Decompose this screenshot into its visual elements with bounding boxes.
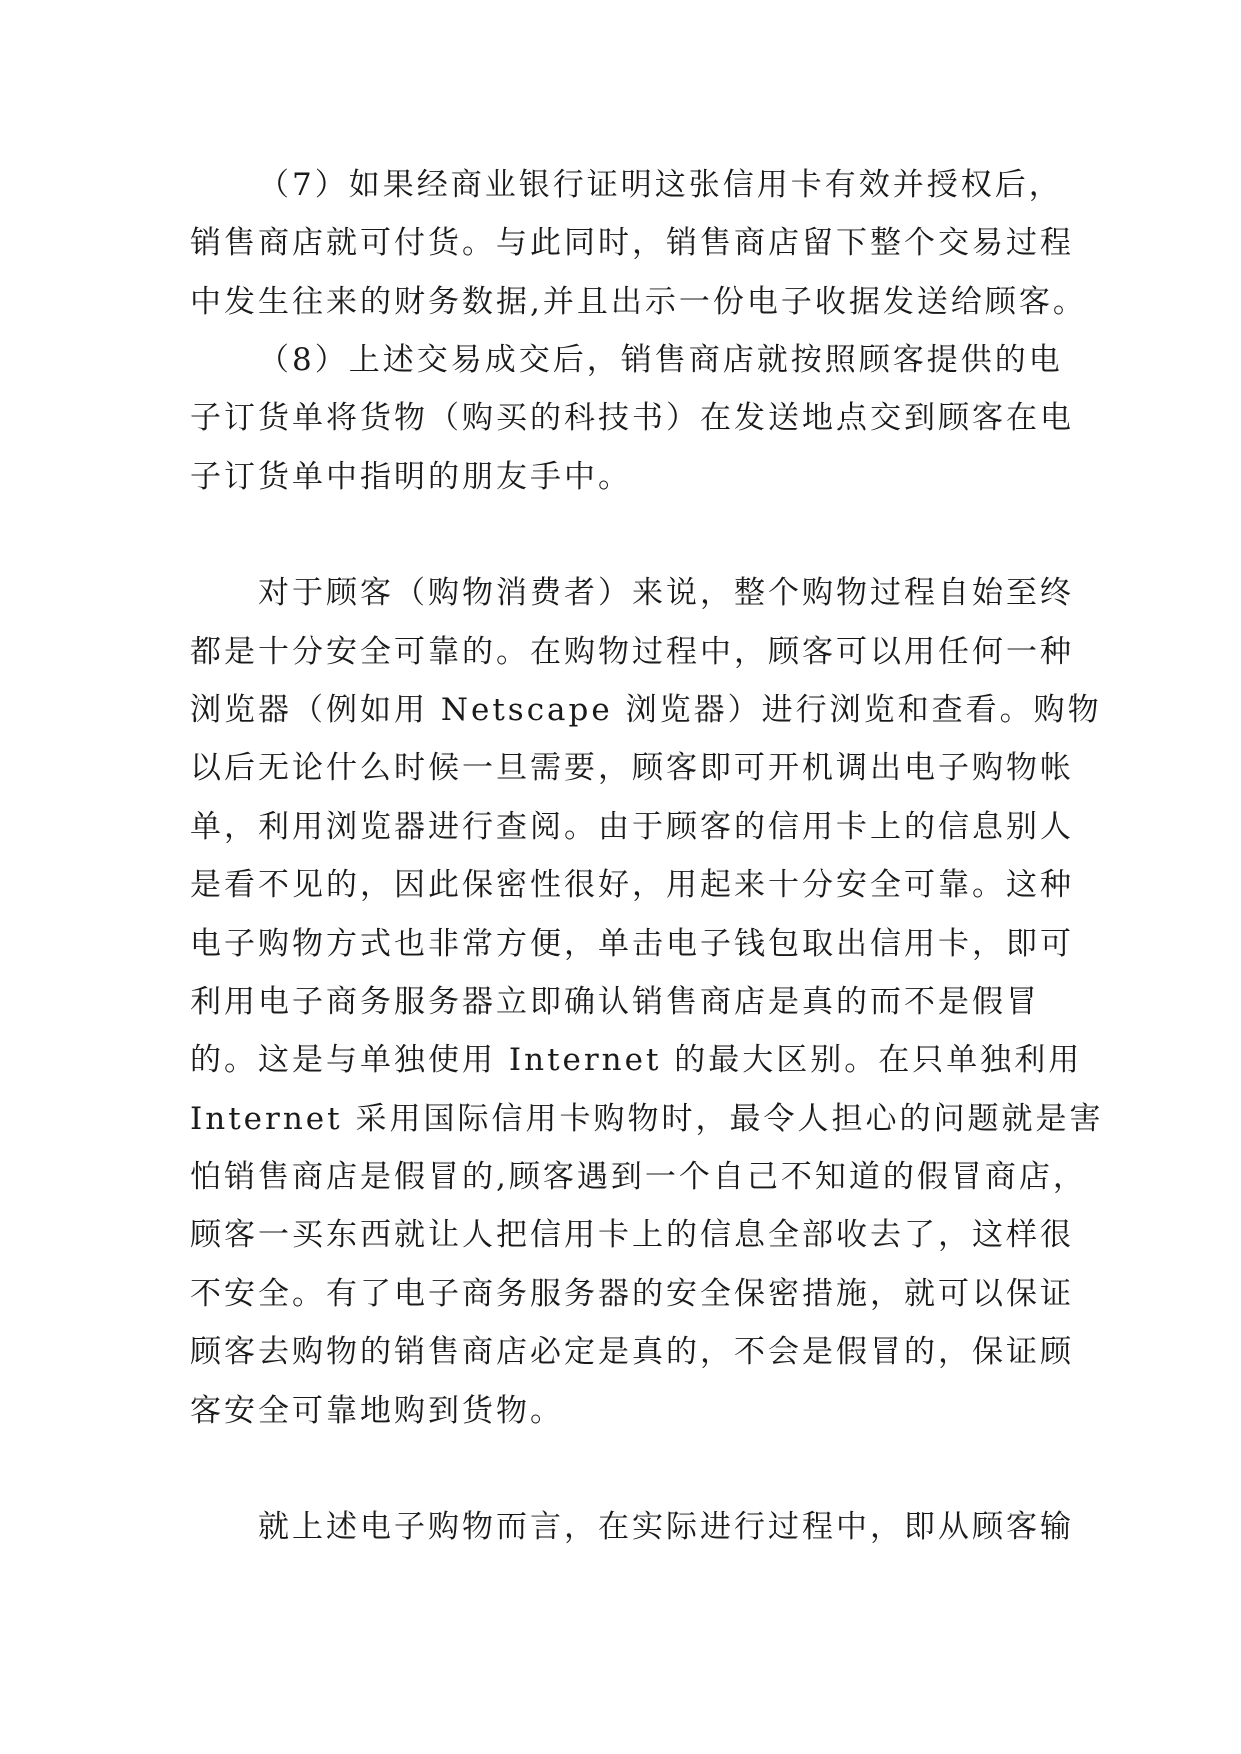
paragraph-8-line-2: 子订货单将货物（购买的科技书）在发送地点交到顾客在电 [190,400,1074,436]
paragraph-2-line-10: Internet 采用国际信用卡购物时，最令人担心的问题就是害 [190,1101,1104,1137]
paragraph-2-line-11: 怕销售商店是假冒的,顾客遇到一个自己不知道的假冒商店， [190,1159,1087,1195]
paragraph-2-line-3: 浏览器（例如用 Netscape 浏览器）进行浏览和查看。购物 [190,692,1102,728]
paragraph-2-line-1: 对于顾客（购物消费者）来说，整个购物过程自始至终 [258,575,1074,611]
paragraph-2-line-13: 不安全。有了电子商务服务器的安全保密措施，就可以保证 [190,1276,1074,1312]
paragraph-2-line-12: 顾客一买东西就让人把信用卡上的信息全部收去了，这样很 [190,1217,1074,1253]
paragraph-2-line-6: 是看不见的，因此保密性很好，用起来十分安全可靠。这种 [190,867,1074,903]
paragraph-2-line-15: 客安全可靠地购到货物。 [190,1393,564,1429]
paragraph-2-line-8: 利用电子商务服务器立即确认销售商店是真的而不是假冒 [190,984,1040,1020]
paragraph-2-line-14: 顾客去购物的销售商店必定是真的，不会是假冒的，保证顾 [190,1334,1074,1370]
paragraph-2-line-5: 单，利用浏览器进行查阅。由于顾客的信用卡上的信息别人 [190,809,1074,845]
paragraph-2-line-4: 以后无论什么时候一旦需要，顾客即可开机调出电子购物帐 [190,750,1074,786]
paragraph-2-line-7: 电子购物方式也非常方便，单击电子钱包取出信用卡，即可 [190,926,1074,962]
paragraph-2-line-2: 都是十分安全可靠的。在购物过程中，顾客可以用任何一种 [190,634,1074,670]
paragraph-3-line-1: 就上述电子购物而言，在实际进行过程中，即从顾客输 [258,1509,1074,1545]
paragraph-7-line-2: 销售商店就可付货。与此同时，销售商店留下整个交易过程 [190,225,1074,261]
paragraph-2-line-9: 的。这是与单独使用 Internet 的最大区别。在只单独利用 [190,1042,1083,1078]
paragraph-8-line-3: 子订货单中指明的朋友手中。 [190,459,632,495]
paragraph-7-line-3: 中发生往来的财务数据,并且出示一份电子收据发送给顾客。 [190,284,1087,320]
paragraph-8-line-1: （8）上述交易成交后，销售商店就按照顾客提供的电 [258,342,1063,378]
paragraph-7-line-1: （7）如果经商业银行证明这张信用卡有效并授权后， [258,167,1063,203]
